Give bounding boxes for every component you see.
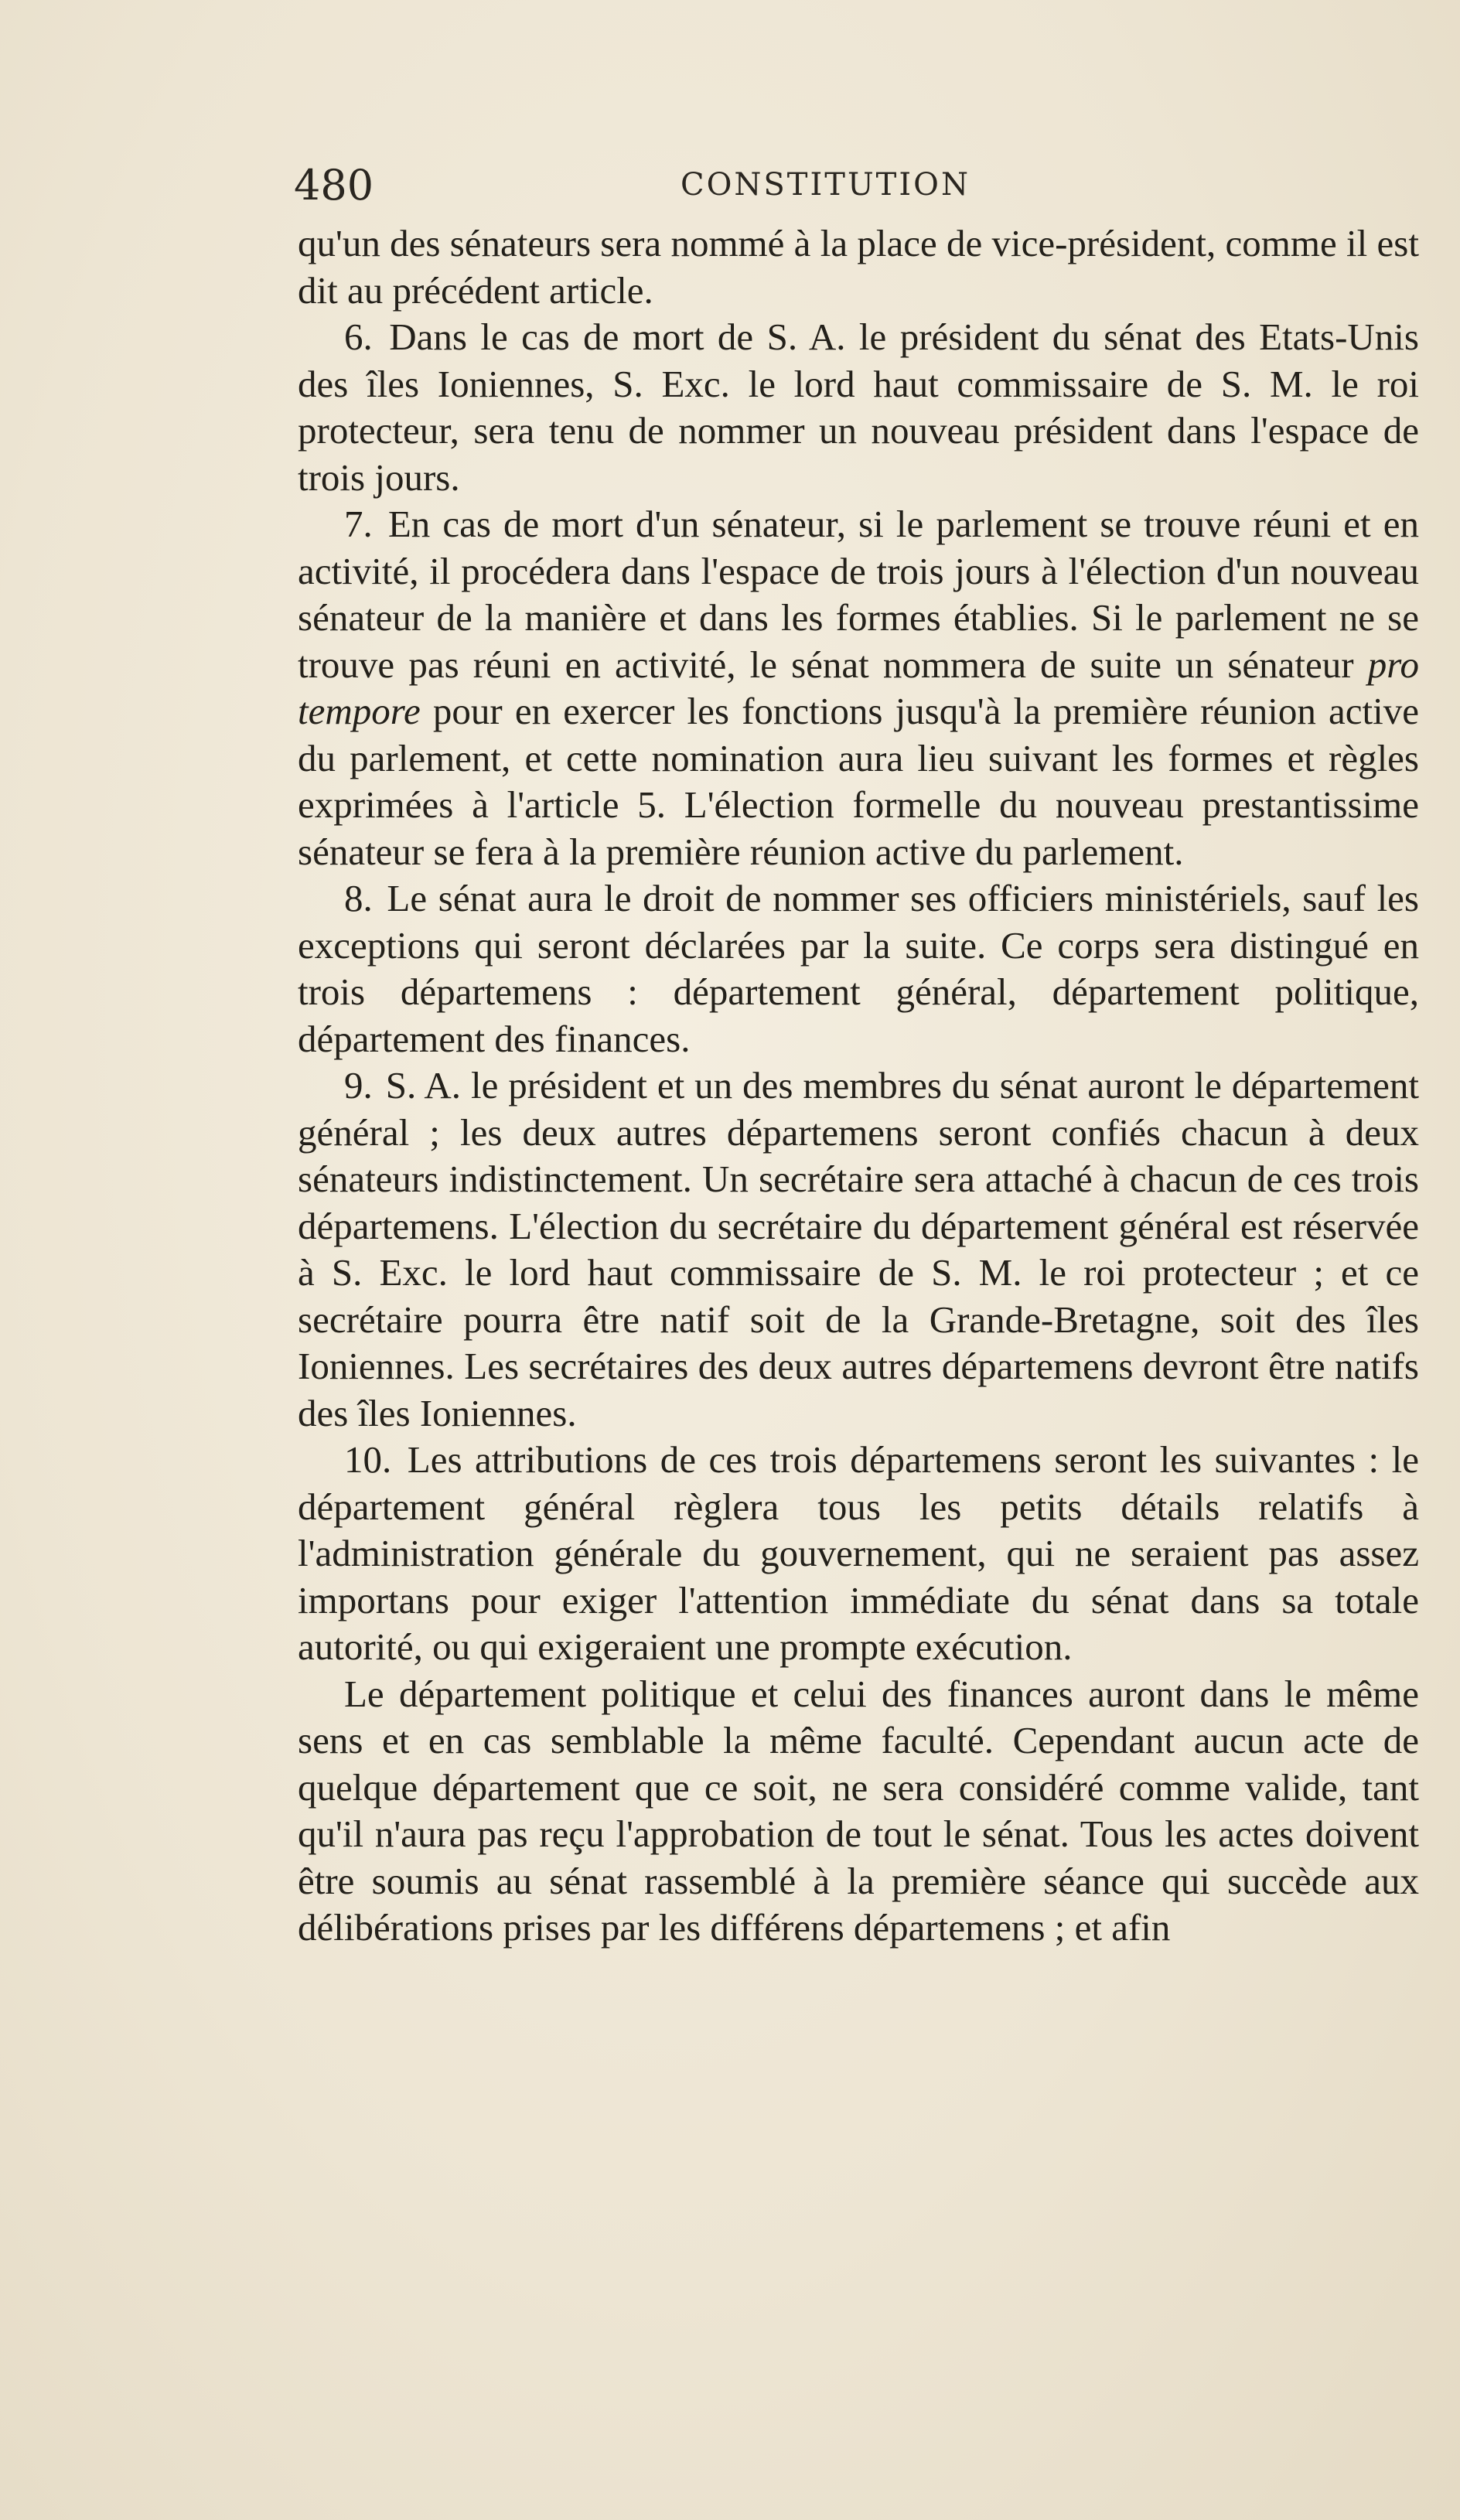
article-text: Le sénat aura le droit de nommer ses officiers ministériels, sauf les exceptions qui seront déclarées par la suite. Ce corps sera distingué en trois départemens : département général, département politique, département des finances.	[298, 877, 1420, 1060]
article-number: 9.	[344, 1064, 373, 1107]
article-number: 7.	[344, 503, 373, 545]
article-number: 6.	[344, 315, 373, 358]
article-6	[298, 314, 1419, 501]
article-text: S. A. le président et un des membres du sénat auront le département général ; les deux autres départemens seront confiés chacun à deux sénateurs indistinctement. Un secrétaire sera attaché à chacun de ces trois départemens. L'élection du secrétaire du département général est réservée à S. Exc. le lord haut commissaire de S. M. le roi protecteur ; et ce secrétaire pourra être natif soit de la Grande-Bretagne, soit des îles Ioniennes. Les secrétaires des deux autres départemens devront être natifs des îles Ioniennes.	[298, 1064, 1419, 1434]
article-10	[298, 1437, 1419, 1671]
article-text-continued: pour en exercer les fonctions jusqu'à la première réunion active du parlement, et cette nomination aura lieu suivant les formes et règles exprimées à l'article 5. L'élection formelle du nouveau prestantissime sénateur se fera à la première réunion active du parlement.	[298, 690, 1419, 873]
article-text: Dans le cas de mort de S. A. le président du sénat des Etats-Unis des îles Ioniennes, S. Exc. le lord haut commissaire de S. M. le roi protecteur, sera tenu de nommer un nouveau président dans l'espace de trois jours.	[298, 315, 1419, 499]
latin-phrase: pro tempore	[298, 643, 1419, 732]
article-8	[298, 875, 1419, 1062]
page-number: 480	[294, 161, 374, 210]
paragraph-text: qu'un des sénateurs sera nommé à la place de vice-président, comme il est dit au précédent article.	[298, 222, 1419, 312]
article-7	[298, 501, 1419, 875]
article-text: En cas de mort d'un sénateur, si le parlement se trouve réuni et en activité, il procédera dans l'espace de trois jours à l'élection d'un nouveau sénateur de la manière et dans les formes établies. Si le parlement ne se trouve pas réuni en activité, le sénat nommera de suite un sénateur	[298, 503, 1420, 686]
article-9	[298, 1062, 1419, 1437]
article-number: 10.	[344, 1438, 392, 1481]
article-text: Les attributions de ces trois départemens seront les suivantes : le département général règlera tous les petits détails relatifs à l'administration générale du gouvernement, qui ne seraient pas assez importans pour exiger l'attention immédiate du sénat dans sa totale autorité, ou qui exigeraient une prompte exécution.	[298, 1438, 1420, 1668]
body-text	[298, 220, 1419, 1952]
article-number: 8.	[344, 877, 373, 919]
running-title: CONSTITUTION	[681, 167, 970, 203]
paragraph-departments	[298, 1671, 1419, 1952]
page-header	[294, 161, 1415, 215]
paragraph-text: Le département politique et celui des finances auront dans le même sens et en cas semblable la même faculté. Cependant aucun acte de quelque département que ce soit, ne sera considéré comme valide, tant qu'il n'aura pas reçu l'approbation de tout le sénat. Tous les actes doivent être soumis au sénat rassemblé à la première séance qui succède aux délibérations prises par les différens départemens ; et afin	[298, 1672, 1419, 1949]
paragraph-continuation	[298, 220, 1419, 314]
